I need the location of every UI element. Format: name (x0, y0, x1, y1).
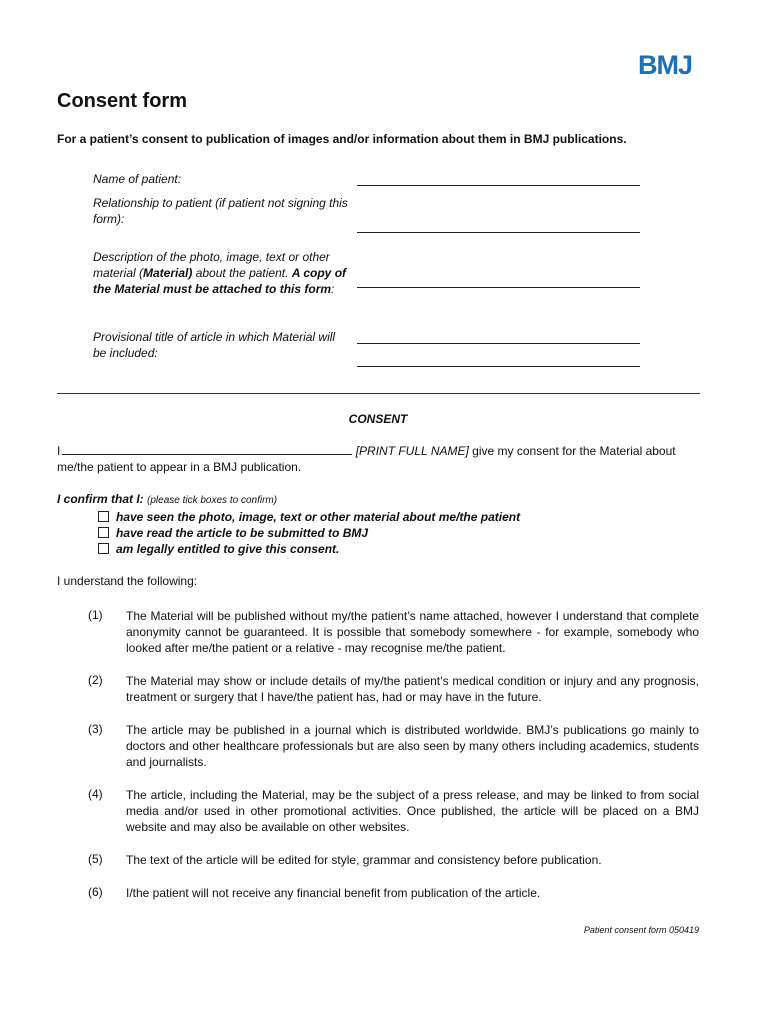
point-number: (3) (88, 722, 103, 736)
point-number: (4) (88, 787, 103, 801)
checkbox[interactable] (98, 511, 109, 522)
article-title-label: Provisional title of article in which Material will be included: (93, 330, 336, 360)
consent-statement: I [PRINT FULL NAME] give my consent for the Material about me/the patient to appear in a BMJ publication. (57, 444, 676, 474)
confirm-item-entitled: am legally entitled to give this consent. (98, 542, 339, 556)
article-title-field-line-1[interactable] (357, 343, 640, 344)
bmj-logo: BMJ (638, 50, 693, 80)
point-text: The Material may show or include details of my/the patient’s medical condition or injury and any prognosis, treatment or surgery that I have/the patient has, had or may have in the future. (126, 674, 699, 704)
point-text: The text of the article will be edited for style, grammar and consistency before publication. (126, 853, 602, 867)
full-name-field[interactable] (62, 443, 352, 455)
point-text: The article, including the Material, may be the subject of a press release, and may be linked to from social media and/or used in other promotional activities. Once published, the article will be placed on a BMJ website and may also be available on other websites. (126, 788, 699, 834)
description-label: Description of the photo, image, text or other material (Material) about the patient. A copy of the Material must be attached to this form: (93, 250, 347, 296)
point-text: The Material will be published without my/the patient’s name attached, however I understand that complete anonymity cannot be guaranteed. It is possible that somebody somewhere - for example, somebody who looked after me/the patient or a relative - may recognise me/the patient. (126, 609, 699, 655)
point-number: (6) (88, 885, 103, 899)
page-subtitle: For a patient’s consent to publication of images and/or information about them in BMJ publications. (57, 132, 627, 146)
point-text: The article may be published in a journal which is distributed worldwide. BMJ’s publications go mainly to doctors and other healthcare professionals but are also seen by many others including academics, students and journalists. (126, 723, 699, 769)
name-of-patient-field[interactable] (357, 185, 640, 186)
confirm-item-read: have read the article to be submitted to BMJ (98, 526, 368, 540)
description-field[interactable] (357, 287, 640, 288)
confirm-item-seen: have seen the photo, image, text or other material about me/the patient (98, 510, 520, 524)
footer-form-id: Patient consent form 050419 (583, 925, 699, 935)
point-number: (1) (88, 608, 103, 622)
confirm-heading: I confirm that I: (please tick boxes to confirm) (57, 492, 278, 506)
relationship-field[interactable] (357, 232, 640, 233)
consent-heading: CONSENT (348, 412, 408, 426)
section-divider (57, 393, 700, 394)
article-title-field-line-2[interactable] (357, 366, 640, 367)
point-text: I/the patient will not receive any financial benefit from publication of the article. (126, 886, 541, 900)
point-number: (2) (88, 673, 103, 687)
checkbox[interactable] (98, 527, 109, 538)
understand-heading: I understand the following: (57, 574, 198, 588)
relationship-label: Relationship to patient (if patient not signing this form): (93, 196, 348, 226)
checkbox[interactable] (98, 543, 109, 554)
point-number: (5) (88, 852, 103, 866)
name-of-patient-label: Name of patient: (93, 172, 182, 186)
page-title: Consent form (57, 90, 187, 112)
